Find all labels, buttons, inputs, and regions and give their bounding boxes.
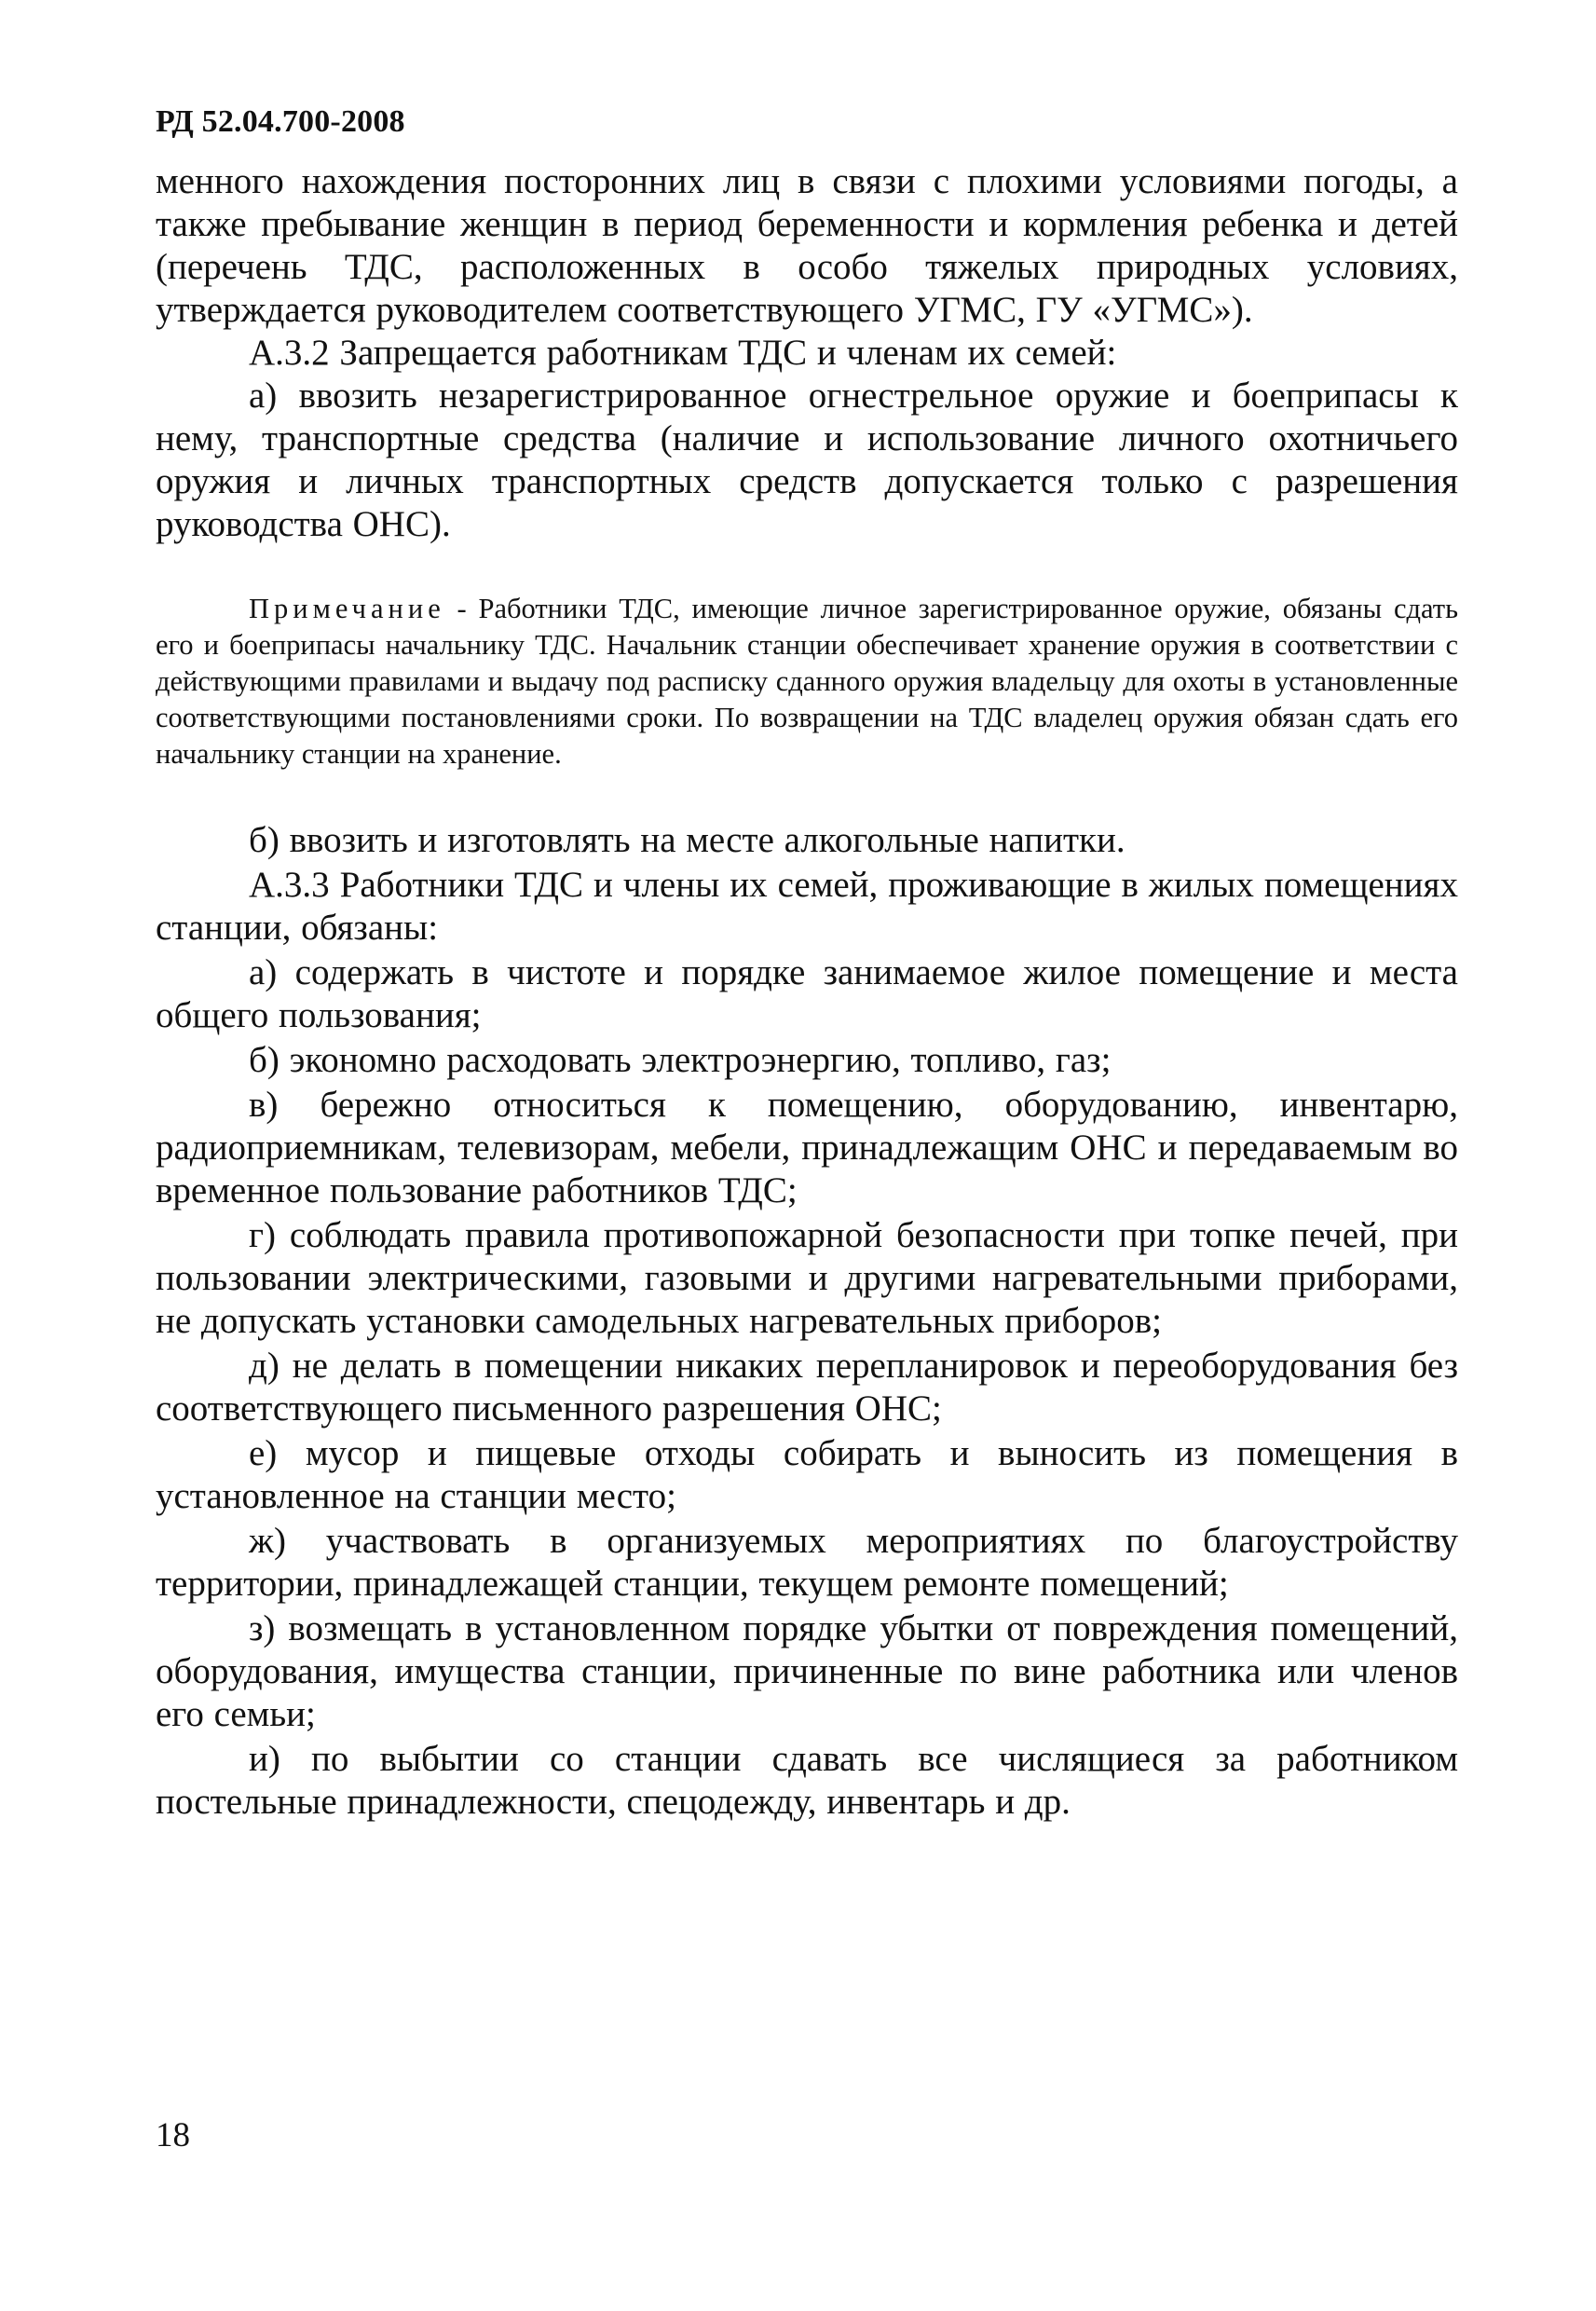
clause-a-3-3: А.3.3 Работники ТДС и члены их семей, проживающие в жилых помещениях станции, обязаны: [156,865,1458,948]
note-block [156,591,1458,773]
clause-a-3-2-item-b: б) ввозить и изготовлять на месте алкогольные напитки. [249,820,1125,860]
clause-a-3-3-item-g: г) соблюдать правила противопожарной безопасности при топке печей, при пользовании электрическими, газовыми и другими нагревательными приборами, не допускать установки самодельных нагревательных приборов; [156,1215,1458,1341]
page-body [156,160,1458,1824]
document-code-header: РД 52.04.700-2008 [156,104,405,139]
clause-a-3-2-item-a: а) ввозить незарегистрированное огнестрельное оружие и боеприпасы к нему, транспортные средства (наличие и использование личного охотничьего оружия и личных транспортных средств допускается только с разрешения руководства ОНС). [156,376,1458,544]
clause-a-3-3-item-e: е) мусор и пищевые отходы собирать и выносить из помещения в установленное на станции место; [156,1433,1458,1516]
note-label: Примечание [249,593,445,624]
clause-a-3-3-item-i: и) по выбытии со станции сдавать все числящиеся за работником постельные принадлежности, спецодежду, инвентарь и др. [156,1739,1458,1822]
clause-a-3-3-item-b: б) экономно расходовать электроэнергию, топливо, газ; [249,1040,1112,1080]
clause-a-3-2: А.3.2 Запрещается работникам ТДС и членам их семей: [249,333,1117,373]
note-text: - Работники ТДС, имеющие личное зарегистрированное оружие, обязаны сдать его и боеприпасы начальнику ТДС. Начальник станции обеспечивает хранение оружия в соответствии с действующими правилами и выдачу под расписку сданного оружия владельцу для охоты в установленные соответствующими постановлениями сроки. По возвращении на ТДС владелец оружия обязан сдать его начальнику станции на хранение. [156,593,1458,770]
page-number: 18 [156,2116,190,2154]
paragraph-continuation: менного нахождения посторонних лиц в связи с плохими условиями погоды, а также пребывание женщин в период беременности и кормления ребенка и детей (перечень ТДС, расположенных в особо тяжелых природных условиях, утверждается руководителем соответствующего УГМС, ГУ «УГМС»). [156,161,1458,330]
clause-a-3-3-item-v: в) бережно относиться к помещению, оборудованию, инвентарю, радиоприемникам, телевизорам, мебели, принадлежащим ОНС и передаваемым во временное пользование работников ТДС; [156,1085,1458,1210]
clause-a-3-3-item-a: а) содержать в чистоте и порядке занимаемое жилое помещение и места общего пользования; [156,952,1458,1035]
clause-a-3-3-item-d: д) не делать в помещении никаких перепланировок и переоборудования без соответствующего письменного разрешения ОНС; [156,1346,1458,1429]
clause-a-3-3-item-zh: ж) участвовать в организуемых мероприятиях по благоустройству территории, принадлежащей станции, текущем ремонте помещений; [156,1521,1458,1604]
clause-a-3-3-item-z: з) возмещать в установленном порядке убытки от повреждения помещений, оборудования, имущества станции, причиненные по вине работника или членов его семьи; [156,1608,1458,1734]
